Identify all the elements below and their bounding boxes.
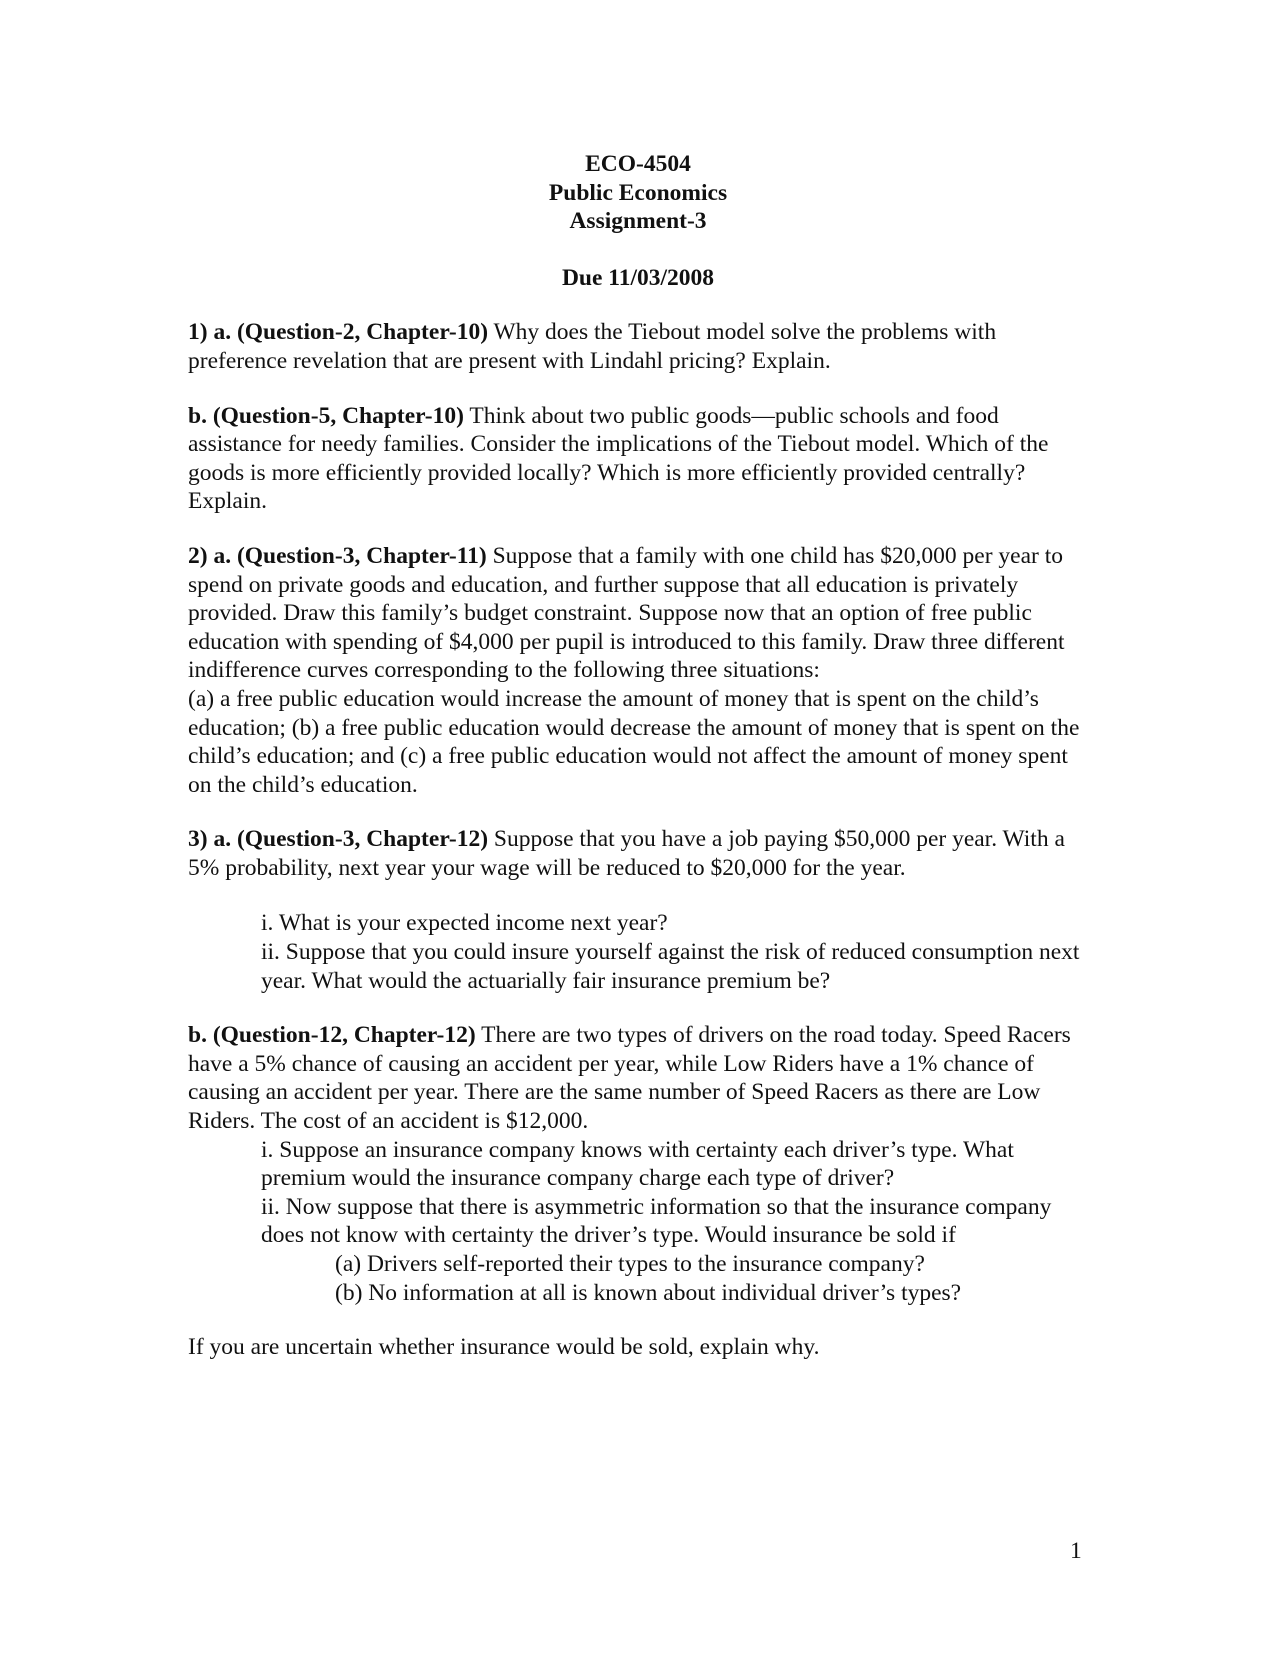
question-1b-label: b. (Question-5, Chapter-10) (188, 402, 464, 429)
question-2a-text: Suppose that a family with one child has $20,000 per year to spend on private goods and education, and further suppose that all education is privately provided. Draw this family’s budget constraint. Suppose now that an option of free public education with spending of $4,000 per pupil is introduced to this family. Draw three different indifference curves corresponding to the following three situations: (188, 542, 1065, 684)
question-3a-part-ii: ii. Suppose that you could insure yourself against the risk of reduced consumption next year. What would the actuarially fair insurance premium be? (261, 939, 1080, 994)
question-3b-label: b. (Question-12, Chapter-12) (188, 1022, 476, 1049)
question-2a (188, 542, 1088, 685)
question-3b-part-i: i. Suppose an insurance company knows with certainty each driver’s type. What premium would the insurance company charge each type of driver? (261, 1136, 1014, 1192)
question-3b-part-ii-a: (a) Drivers self-reported their types to the insurance company? (335, 1251, 925, 1277)
question-1b (188, 402, 1088, 516)
question-1a-label: 1) a. (Question-2, Chapter-10) (188, 319, 489, 346)
course-title: Public Economics (548, 179, 728, 206)
document-page (188, 150, 1088, 1362)
document-header (188, 150, 1088, 292)
course-code: ECO-4504 (585, 151, 691, 177)
question-3a (188, 825, 1088, 882)
question-3a-text: Suppose that you have a job paying $50,000 per year. With a 5% probability, next year your wage will be reduced to $20,000 for the year. (188, 826, 1065, 881)
question-1a (188, 318, 1088, 375)
question-1a-text: Why does the Tiebout model solve the problems with preference revelation that are present with Lindahl pricing? Explain. (188, 319, 997, 374)
due-date: Due 11/03/2008 (561, 264, 715, 291)
question-2a-label: 2) a. (Question-3, Chapter-11) (188, 542, 487, 569)
question-3b-part-ii-b: (b) No information at all is known about individual driver’s types? (335, 1279, 962, 1306)
question-3a-label: 3) a. (Question-3, Chapter-12) (188, 826, 489, 853)
question-1b-text: Think about two public goods—public schools and food assistance for needy families. Consider the implications of the Tiebout model. Which of the goods is more efficiently provided locally? Which is more efficiently provided centrally? Explain. (188, 402, 1049, 515)
page-number: 1 (1070, 1538, 1082, 1564)
closing-instruction: If you are uncertain whether insurance would be sold, explain why. (188, 1334, 820, 1361)
question-3b-part-ii: ii. Now suppose that there is asymmetric information so that the insurance company does not know with certainty the driver’s type. Would insurance be sold if (261, 1193, 1052, 1249)
question-3a-part-i: i. What is your expected income next year? (261, 910, 668, 937)
assignment-title: Assignment-3 (569, 208, 707, 235)
question-3b-text: There are two types of drivers on the road today. Speed Racers have a 5% chance of causing an accident per year, while Low Riders have a 1% chance of causing an accident per year. There are the same number of Speed Racers as there are Low Riders. The cost of an accident is $12,000. (188, 1022, 1071, 1135)
question-2a-situations: (a) a free public education would increase the amount of money that is spent on the child’s education; (b) a free public education would decrease the amount of money that is spent on the child’s education; and (c) a free public education would not affect the amount of money spent on the child’s education. (188, 685, 1080, 798)
question-3b (188, 1021, 1088, 1135)
